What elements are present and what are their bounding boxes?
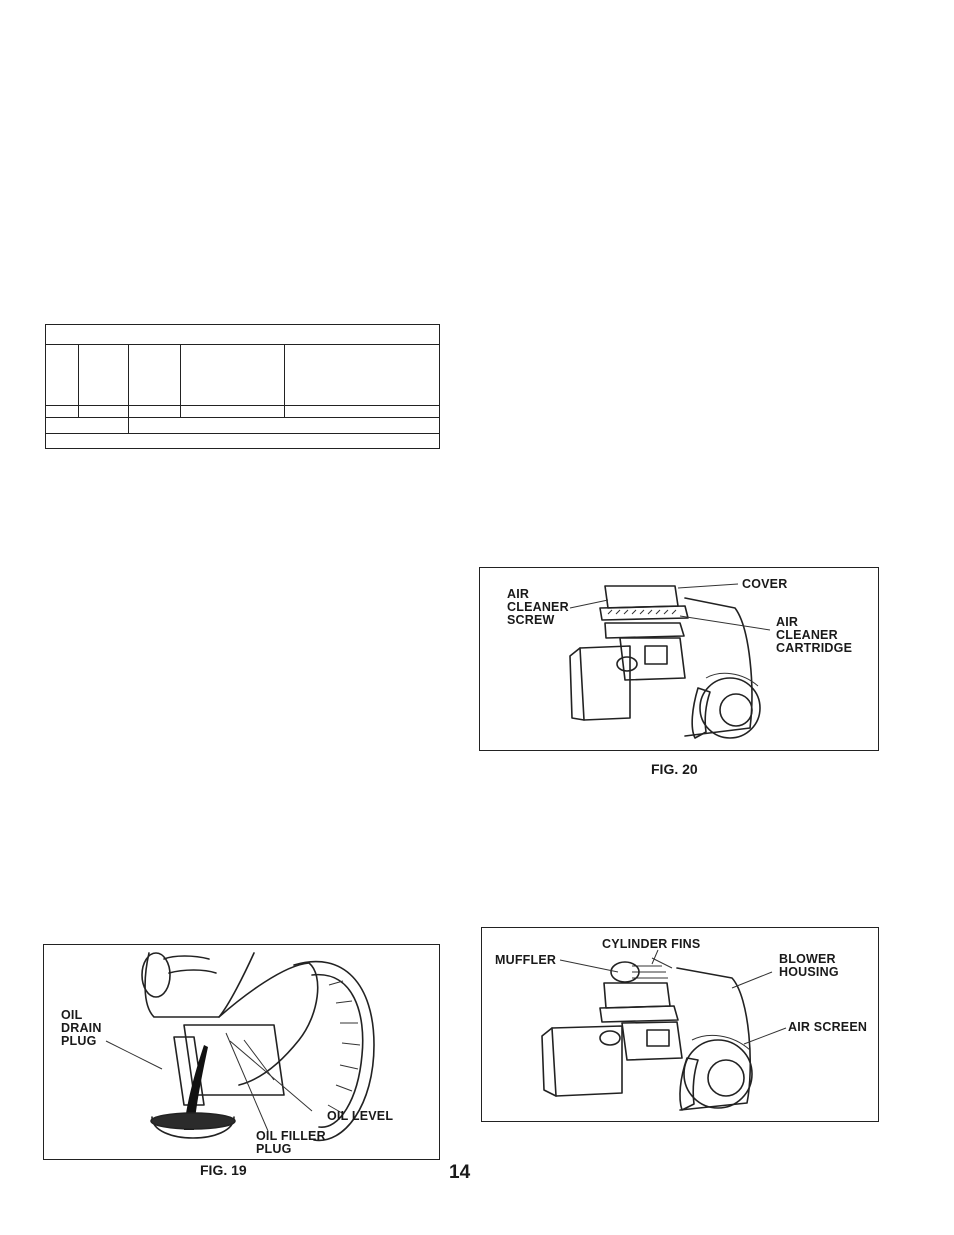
- blower-housing-label: BLOWER HOUSING: [779, 952, 839, 979]
- maintenance-schedule-table: [45, 324, 440, 449]
- fig21-frame: [481, 927, 879, 1122]
- table-rule: [284, 344, 285, 417]
- muffler-label: MUFFLER: [495, 953, 557, 967]
- fig19-tiller-oil-drain-illustration: [44, 945, 441, 1161]
- air-screen-label: AIR SCREEN: [788, 1020, 868, 1034]
- table-rule: [46, 344, 439, 345]
- table-rule: [180, 344, 181, 417]
- fig20-frame: [479, 567, 879, 751]
- oil-filler-plug-label: OIL FILLER PLUG: [256, 1129, 326, 1156]
- table-rule: [128, 344, 129, 433]
- air-cleaner-cartridge-label: AIR CLEANER CARTRIDGE: [776, 615, 853, 655]
- table-rule: [46, 417, 439, 418]
- fig20-caption: FIG. 20: [651, 761, 698, 777]
- cylinder-fins-label: CYLINDER FINS: [602, 937, 701, 951]
- oil-drain-plug-label: OIL DRAIN PLUG: [61, 1008, 102, 1048]
- fig19-caption: FIG. 19: [200, 1162, 247, 1178]
- cover-label: COVER: [742, 577, 788, 591]
- oil-level-label: OIL LEVEL: [327, 1109, 394, 1123]
- air-cleaner-screw-label: AIR CLEANER SCREW: [507, 587, 569, 627]
- table-rule: [78, 344, 79, 417]
- table-rule: [46, 405, 439, 406]
- page-number: 14: [449, 1162, 471, 1183]
- fig19-frame: [43, 944, 440, 1160]
- table-rule: [46, 433, 439, 434]
